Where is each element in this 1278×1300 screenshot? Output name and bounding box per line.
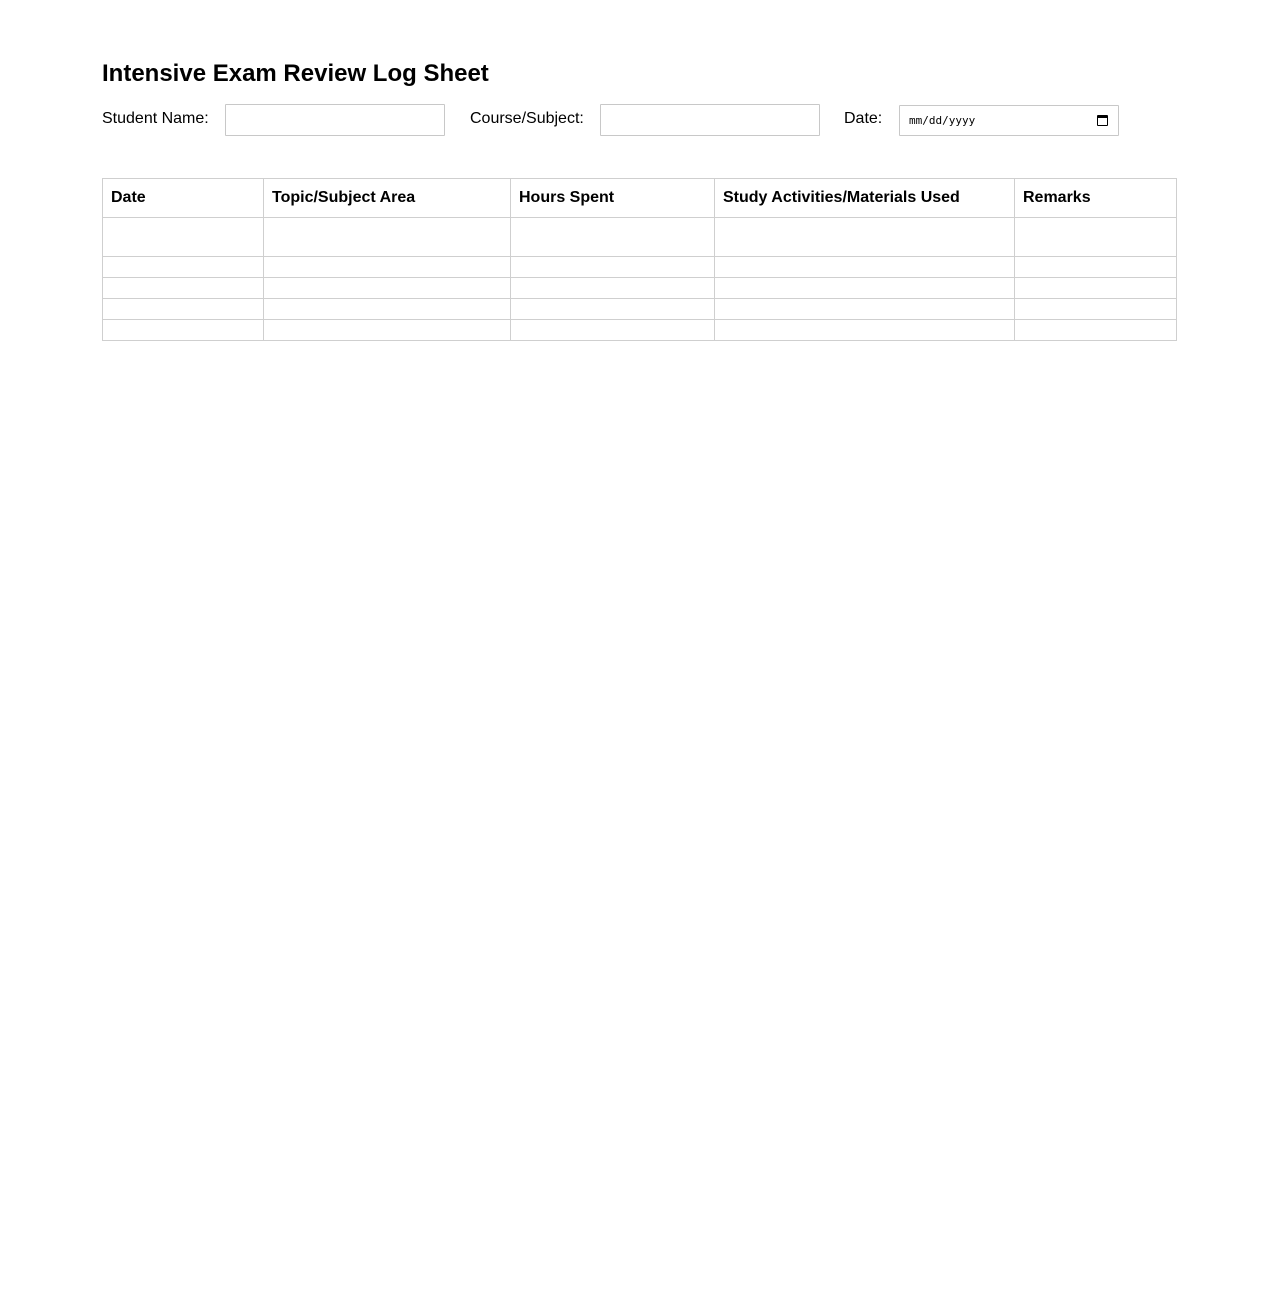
table-cell[interactable] (715, 299, 1015, 320)
table-cell[interactable] (264, 320, 511, 341)
table-cell[interactable] (264, 218, 511, 257)
date-input[interactable] (899, 105, 1119, 136)
table-cell[interactable] (715, 257, 1015, 278)
table-cell[interactable] (715, 218, 1015, 257)
date-placeholder: mm/dd/yyyy (909, 114, 976, 127)
table-cell[interactable] (715, 278, 1015, 299)
table-cell[interactable] (264, 257, 511, 278)
review-log-table (102, 178, 1177, 341)
table-cell[interactable] (1015, 299, 1177, 320)
table-cell[interactable] (103, 320, 264, 341)
table-cell[interactable] (264, 278, 511, 299)
page-title: Intensive Exam Review Log Sheet (102, 60, 489, 87)
table-cell[interactable] (715, 320, 1015, 341)
column-header-remarks: Remarks (1015, 179, 1177, 218)
table-header-row (103, 179, 1177, 218)
course-subject-input[interactable] (600, 104, 820, 136)
table-cell[interactable] (1015, 278, 1177, 299)
table-cell[interactable] (1015, 218, 1177, 257)
table-cell[interactable] (511, 257, 715, 278)
course-subject-label: Course/Subject: (470, 110, 584, 127)
table-cell[interactable] (103, 299, 264, 320)
table-cell[interactable] (103, 218, 264, 257)
table-cell[interactable] (511, 299, 715, 320)
table-cell[interactable] (103, 257, 264, 278)
column-header-hours: Hours Spent (511, 179, 715, 218)
column-header-activities: Study Activities/Materials Used (715, 179, 1015, 218)
table-row (103, 257, 1177, 278)
column-header-topic: Topic/Subject Area (264, 179, 511, 218)
table-cell[interactable] (511, 218, 715, 257)
table-row (103, 299, 1177, 320)
column-header-date: Date (103, 179, 264, 218)
table-cell[interactable] (1015, 257, 1177, 278)
date-label: Date: (844, 110, 883, 127)
table-cell[interactable] (511, 320, 715, 341)
table-cell[interactable] (1015, 320, 1177, 341)
table-cell[interactable] (511, 278, 715, 299)
table-cell[interactable] (103, 278, 264, 299)
table-row (103, 278, 1177, 299)
student-name-label: Student Name: (102, 110, 209, 127)
student-name-input[interactable] (225, 104, 445, 136)
table-cell[interactable] (264, 299, 511, 320)
table-row (103, 218, 1177, 257)
calendar-icon[interactable] (1097, 115, 1108, 126)
table-row (103, 320, 1177, 341)
